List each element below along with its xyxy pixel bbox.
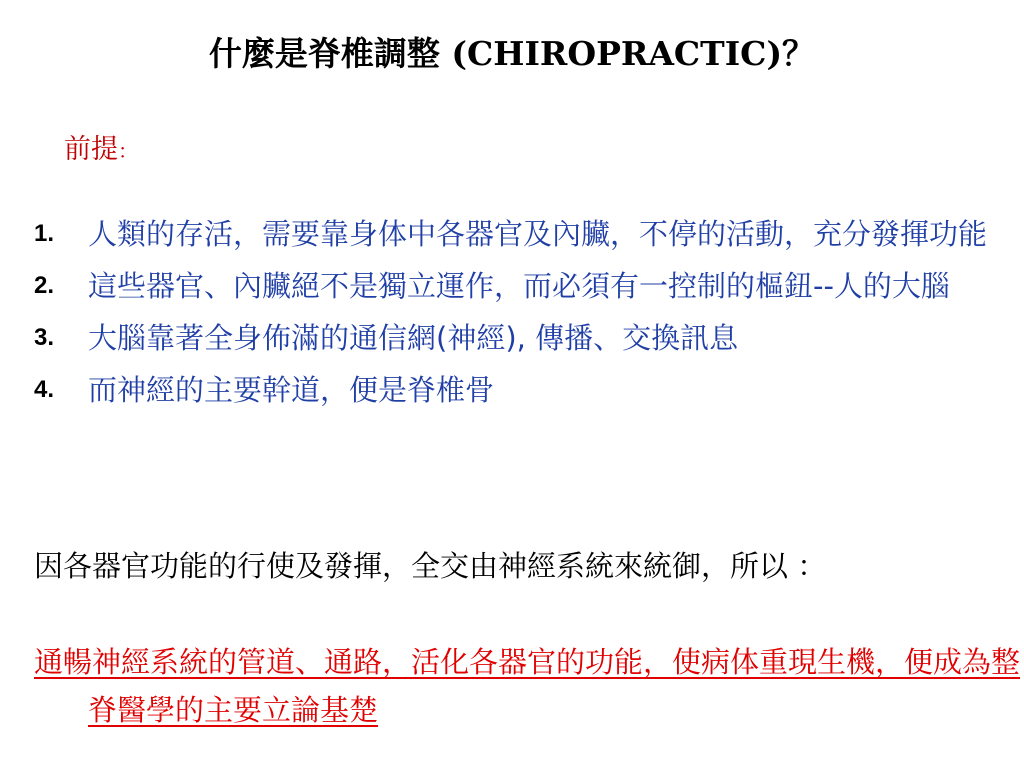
list-number: 1. xyxy=(34,220,55,247)
premise-colon: ： xyxy=(118,139,138,163)
premise-label: 前提 xyxy=(64,134,118,165)
list-number: 3. xyxy=(34,324,55,351)
list-text: 大腦靠著全身佈滿的通信網(神經), 傳播、交換訊息 xyxy=(88,321,739,355)
list-item xyxy=(34,210,1009,258)
list-number: 4. xyxy=(34,376,55,403)
list-text: 而神經的主要幹道，便是脊椎骨 xyxy=(88,373,495,407)
list-item xyxy=(34,314,1009,362)
list-item xyxy=(34,366,1009,414)
list-text: 這些器官、內臟絕不是獨立運作，而必須有一控制的樞鈕--人的大腦 xyxy=(88,269,950,303)
list-item xyxy=(34,262,1009,310)
premise-list xyxy=(34,210,1009,418)
conclusion-paragraph: 通暢神經系統的管道、通路，活化各器官的功能，使病体重現生機，便成為整脊醫學的主要立論基楚 xyxy=(34,645,1021,727)
summary-paragraph: 因各器官功能的行使及發揮，全交由神經系統來統御，所以 ： xyxy=(34,549,827,583)
list-number: 2. xyxy=(34,272,55,299)
list-text: 人類的存活，需要靠身体中各器官及內臟，不停的活動，充分發揮功能 xyxy=(88,217,988,251)
slide-title: 什麼是脊椎調整 (CHIROPRACTIC)？ xyxy=(208,34,816,73)
premise-heading xyxy=(64,132,138,169)
